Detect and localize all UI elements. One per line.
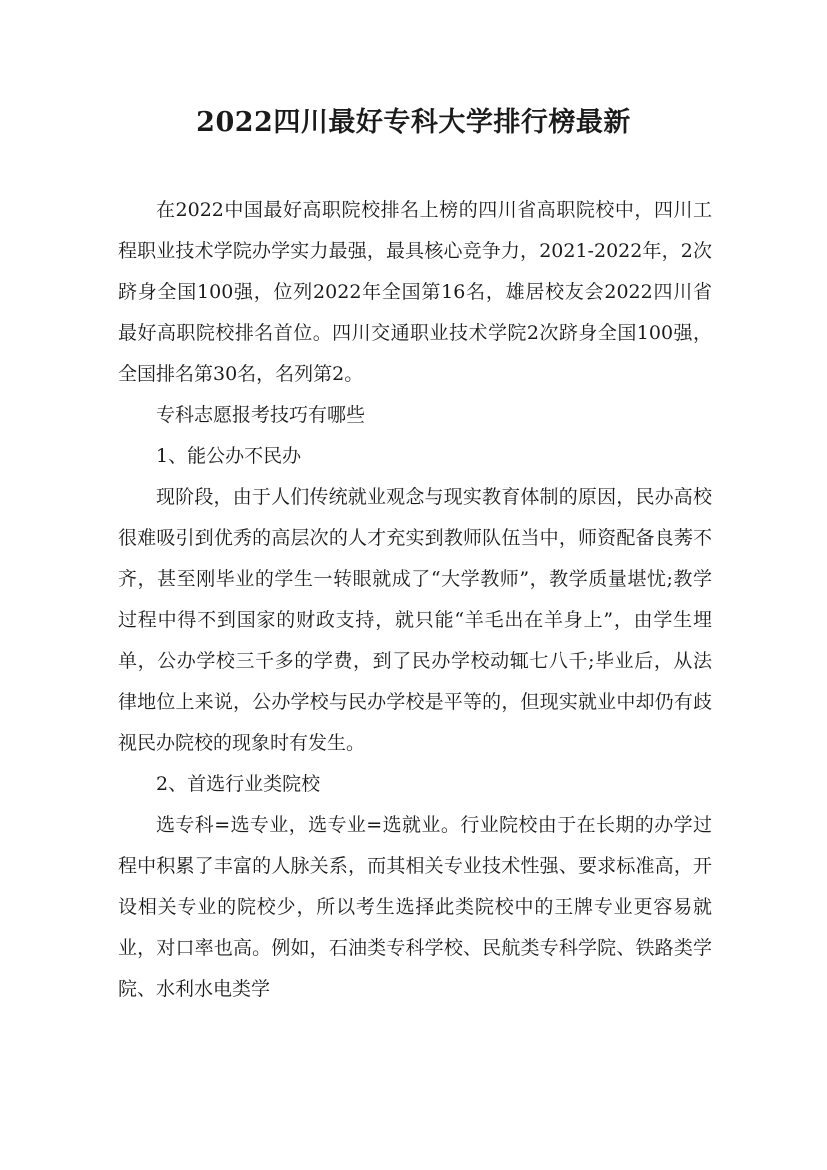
- subheading-industry-colleges: 2、首选行业类院校: [156, 773, 321, 795]
- section-heading-tips: 专科志愿报考技巧有哪些: [156, 404, 366, 426]
- document-title: 2022四川最好专科大学排行榜最新: [196, 107, 631, 138]
- paragraph-public-vs-private: 现阶段，由于人们传统就业观念与现实教育体制的原因，民办高校很难吸引到优秀的高层次的人才充实到教师队伍当中，师资配备良莠不齐，甚至刚毕业的学生一转眼就成了“大学教师”，教学质量堪忧;教学过程中得不到国家的财政支持，就只能“羊毛出在羊身上”，由学生埋单，公办学校三千多的学费，到了民办学校动辄七八千;毕业后，从法律地位上来说，公办学校与民办学校是平等的，但现实就业中却仍有歧视民办院校的现象时有发生。: [118, 486, 712, 754]
- paragraph-industry-colleges: 选专科=选专业，选专业=选就业。行业院校由于在长期的办学过程中积累了丰富的人脉关系，而其相关专业技术性强、要求标准高，开设相关专业的院校少，所以考生选择此类院校中的王牌专业更容易就业，对口率也高。例如，石油类专科学校、民航类专科学院、铁路类学院、水利水电类学: [118, 814, 712, 1000]
- paragraph-ranking-intro: 在2022中国最好高职院校排名上榜的四川省高职院校中，四川工程职业技术学院办学实力最强，最具核心竞争力，2021-2022年，2次跻身全国100强，位列2022年全国第16名，雄居校友会2022四川省最好高职院校排名首位。四川交通职业技术学院2次跻身全国100强，全国排名第30名，名列第2。: [118, 199, 712, 385]
- subheading-public-first: 1、能公办不民办: [156, 445, 302, 467]
- document-body: [118, 190, 712, 1010]
